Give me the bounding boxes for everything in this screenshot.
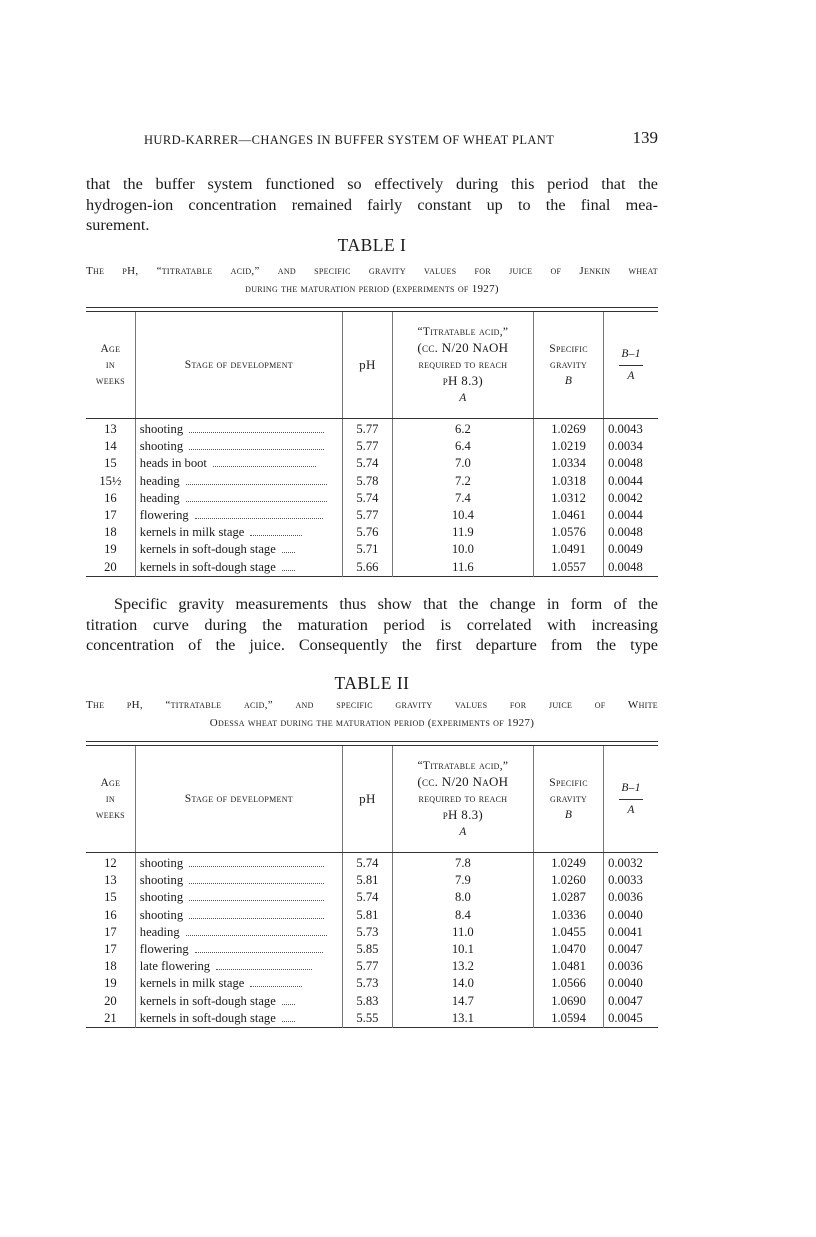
specific-gravity-cell: 1.0312	[534, 490, 604, 507]
stage-cell: heading	[135, 473, 342, 490]
table-row	[86, 438, 658, 455]
table-1-caption	[86, 262, 658, 298]
table-row	[86, 419, 658, 439]
table-row	[86, 1010, 658, 1028]
header-stage: Stage of development	[135, 312, 342, 419]
ratio-cell: 0.0048	[604, 455, 658, 472]
paragraph-line: hydrogen-ion concentration remained fairly constant up to the final mea-	[86, 195, 658, 214]
titratable-acid-cell: 11.6	[392, 559, 533, 577]
specific-gravity-cell: 1.0336	[534, 907, 604, 924]
ph-cell: 5.85	[343, 941, 393, 958]
titratable-acid-cell: 11.0	[392, 924, 533, 941]
ratio-cell: 0.0034	[604, 438, 658, 455]
stage-cell: kernels in soft-dough stage	[135, 541, 342, 558]
age-cell: 15½	[99, 473, 122, 488]
age-cell: 16	[104, 490, 117, 505]
age-cell: 13	[104, 873, 117, 888]
titratable-acid-cell: 13.2	[392, 958, 533, 975]
specific-gravity-cell: 1.0461	[534, 507, 604, 524]
age-cell: 20	[104, 993, 117, 1008]
ratio-cell: 0.0033	[604, 872, 658, 889]
ph-cell: 5.77	[343, 419, 393, 439]
specific-gravity-cell: 1.0594	[534, 1010, 604, 1028]
table-row	[86, 924, 658, 941]
table-row	[86, 507, 658, 524]
stage-cell: kernels in milk stage	[135, 975, 342, 992]
table-row	[86, 490, 658, 507]
titratable-acid-cell: 10.4	[392, 507, 533, 524]
table-row	[86, 907, 658, 924]
ratio-cell: 0.0042	[604, 490, 658, 507]
caption-line: Odessa wheat during the maturation period (experiments of 1927)	[209, 717, 535, 729]
caption-line: The pH, “titratable acid,” and specific gravity values for juice of White	[86, 699, 658, 711]
running-head-title: HURD-KARRER—CHANGES IN BUFFER SYSTEM OF WHEAT PLANT	[144, 133, 555, 147]
paragraph-2	[86, 594, 658, 656]
header-specific-gravity: Specific gravity B	[534, 746, 604, 853]
table-2-title: TABLE II	[334, 673, 410, 693]
ph-cell: 5.81	[343, 872, 393, 889]
ratio-cell: 0.0040	[604, 907, 658, 924]
leader-dots	[189, 422, 324, 433]
titratable-acid-cell: 7.0	[392, 455, 533, 472]
specific-gravity-cell: 1.0481	[534, 958, 604, 975]
table-row	[86, 941, 658, 958]
age-cell: 16	[104, 907, 117, 922]
ph-cell: 5.78	[343, 473, 393, 490]
ph-cell: 5.74	[343, 455, 393, 472]
age-cell: 19	[104, 976, 117, 991]
titratable-acid-cell: 8.4	[392, 907, 533, 924]
leader-dots	[195, 942, 323, 953]
stage-cell: shooting	[135, 419, 342, 439]
header-titratable-acid: “Titratable acid,” (cc. N/20 NaOH required to reach pH 8.3) A	[392, 746, 533, 853]
specific-gravity-cell: 1.0334	[534, 455, 604, 472]
stage-cell: kernels in soft-dough stage	[135, 993, 342, 1010]
leader-dots	[186, 925, 327, 936]
table-1-title: TABLE I	[337, 235, 407, 255]
ph-cell: 5.77	[343, 958, 393, 975]
age-cell: 18	[104, 525, 117, 540]
header-titratable-acid: “Titratable acid,” (cc. N/20 NaOH required to reach pH 8.3) A	[392, 312, 533, 419]
table-1	[86, 307, 658, 583]
ph-cell: 5.83	[343, 993, 393, 1010]
ph-cell: 5.77	[343, 438, 393, 455]
paragraph-line: Specific gravity measurements thus show that the change in form of the	[114, 595, 658, 613]
leader-dots	[216, 959, 312, 970]
header-age: Age in weeks	[86, 312, 135, 419]
titratable-acid-cell: 14.7	[392, 993, 533, 1010]
ph-cell: 5.55	[343, 1010, 393, 1028]
table-2-caption	[86, 696, 658, 732]
table-row	[86, 993, 658, 1010]
leader-dots	[189, 890, 324, 901]
table-1-header-row	[86, 312, 658, 419]
header-age: Age in weeks	[86, 746, 135, 853]
ratio-cell: 0.0036	[604, 889, 658, 906]
age-cell: 13	[104, 422, 117, 436]
leader-dots	[186, 491, 327, 502]
specific-gravity-cell: 1.0566	[534, 975, 604, 992]
ph-cell: 5.73	[343, 975, 393, 992]
specific-gravity-cell: 1.0260	[534, 872, 604, 889]
specific-gravity-cell: 1.0269	[534, 419, 604, 439]
age-cell: 18	[104, 959, 117, 974]
age-cell: 19	[104, 542, 117, 557]
header-ph: pH	[343, 746, 393, 853]
ratio-cell: 0.0044	[604, 507, 658, 524]
leader-dots	[250, 525, 302, 536]
table-row	[86, 455, 658, 472]
titratable-acid-cell: 7.8	[392, 853, 533, 873]
paragraph-line: concentration of the juice. Consequently the first departure from the type	[86, 636, 658, 654]
stage-cell: shooting	[135, 438, 342, 455]
specific-gravity-cell: 1.0690	[534, 993, 604, 1010]
ratio-cell: 0.0045	[604, 1010, 658, 1028]
stage-cell: kernels in soft-dough stage	[135, 1010, 342, 1028]
stage-cell: kernels in soft-dough stage	[135, 559, 342, 577]
ratio-cell: 0.0044	[604, 473, 658, 490]
leader-dots	[189, 908, 324, 919]
titratable-acid-cell: 7.9	[392, 872, 533, 889]
specific-gravity-cell: 1.0470	[534, 941, 604, 958]
stage-cell: heading	[135, 490, 342, 507]
ratio-cell: 0.0043	[604, 419, 658, 439]
paragraph-1	[86, 174, 658, 236]
age-cell: 15	[104, 456, 117, 471]
leader-dots	[282, 542, 295, 553]
titratable-acid-cell: 6.2	[392, 419, 533, 439]
leader-dots	[213, 456, 316, 467]
specific-gravity-cell: 1.0287	[534, 889, 604, 906]
paragraph-line: titration curve during the maturation period is correlated with increasing	[86, 615, 658, 634]
table-row	[86, 473, 658, 490]
titratable-acid-cell: 10.0	[392, 541, 533, 558]
table-row	[86, 872, 658, 889]
ph-cell: 5.81	[343, 907, 393, 924]
paragraph-line: surement.	[86, 216, 150, 234]
specific-gravity-cell: 1.0576	[534, 524, 604, 541]
specific-gravity-cell: 1.0219	[534, 438, 604, 455]
specific-gravity-cell: 1.0249	[534, 853, 604, 873]
titratable-acid-cell: 7.4	[392, 490, 533, 507]
table-row	[86, 889, 658, 906]
stage-cell: shooting	[135, 907, 342, 924]
stage-cell: shooting	[135, 889, 342, 906]
age-cell: 14	[104, 439, 117, 454]
caption-line: The pH, “titratable acid,” and specific gravity values for juice of Jenkin wheat	[86, 265, 658, 277]
header-stage: Stage of development	[135, 746, 342, 853]
ph-cell: 5.74	[343, 490, 393, 507]
ph-cell: 5.76	[343, 524, 393, 541]
table-row	[86, 524, 658, 541]
page-number: 139	[632, 128, 658, 147]
stage-cell: shooting	[135, 872, 342, 889]
ratio-cell: 0.0041	[604, 924, 658, 941]
leader-dots	[250, 976, 302, 987]
stage-cell: flowering	[135, 941, 342, 958]
stage-cell: heads in boot	[135, 455, 342, 472]
leader-dots	[186, 474, 327, 485]
stage-cell: flowering	[135, 507, 342, 524]
table-row	[86, 853, 658, 873]
header-ph: pH	[343, 312, 393, 419]
titratable-acid-cell: 10.1	[392, 941, 533, 958]
stage-cell: heading	[135, 924, 342, 941]
titratable-acid-cell: 6.4	[392, 438, 533, 455]
age-cell: 12	[104, 856, 117, 870]
leader-dots	[189, 873, 324, 884]
leader-dots	[282, 994, 295, 1005]
table-2	[86, 741, 658, 1034]
leader-dots	[189, 439, 324, 450]
ratio-cell: 0.0047	[604, 941, 658, 958]
titratable-acid-cell: 14.0	[392, 975, 533, 992]
header-specific-gravity: Specific gravity B	[534, 312, 604, 419]
specific-gravity-cell: 1.0491	[534, 541, 604, 558]
table-2-header-row	[86, 746, 658, 853]
table-row	[86, 541, 658, 558]
table-2-body	[86, 853, 658, 1028]
ratio-cell: 0.0036	[604, 958, 658, 975]
age-cell: 17	[104, 508, 117, 523]
titratable-acid-cell: 11.9	[392, 524, 533, 541]
specific-gravity-cell: 1.0455	[534, 924, 604, 941]
stage-cell: kernels in milk stage	[135, 524, 342, 541]
header-ratio: $\frac{B-1}{A}$	[604, 746, 658, 853]
table-1-body	[86, 419, 658, 577]
leader-dots	[195, 508, 323, 519]
table-row	[86, 958, 658, 975]
titratable-acid-cell: 8.0	[392, 889, 533, 906]
ratio-cell: 0.0049	[604, 541, 658, 558]
table-row	[86, 559, 658, 577]
age-cell: 17	[104, 924, 117, 939]
stage-cell: late flowering	[135, 958, 342, 975]
ratio-cell: 0.0040	[604, 975, 658, 992]
leader-dots	[282, 1011, 295, 1022]
ratio-cell: 0.0047	[604, 993, 658, 1010]
header-ratio: $\frac{B-1}{A}$	[604, 312, 658, 419]
paragraph-line: that the buffer system functioned so effectively during this period that the	[86, 175, 658, 193]
stage-cell: shooting	[135, 853, 342, 873]
specific-gravity-cell: 1.0318	[534, 473, 604, 490]
ph-cell: 5.77	[343, 507, 393, 524]
ph-cell: 5.66	[343, 559, 393, 577]
leader-dots	[282, 560, 295, 571]
ratio-cell: 0.0048	[604, 559, 658, 577]
ratio-cell: 0.0048	[604, 524, 658, 541]
ratio-cell: 0.0032	[604, 853, 658, 873]
table-row	[86, 975, 658, 992]
ph-cell: 5.74	[343, 889, 393, 906]
caption-line: during the maturation period (experiments of 1927)	[245, 283, 499, 295]
age-cell: 20	[104, 559, 117, 574]
age-cell: 21	[104, 1010, 117, 1025]
age-cell: 15	[104, 890, 117, 905]
specific-gravity-cell: 1.0557	[534, 559, 604, 577]
age-cell: 17	[104, 942, 117, 957]
titratable-acid-cell: 13.1	[392, 1010, 533, 1028]
leader-dots	[189, 856, 324, 867]
titratable-acid-cell: 7.2	[392, 473, 533, 490]
ph-cell: 5.71	[343, 541, 393, 558]
ph-cell: 5.73	[343, 924, 393, 941]
ph-cell: 5.74	[343, 853, 393, 873]
